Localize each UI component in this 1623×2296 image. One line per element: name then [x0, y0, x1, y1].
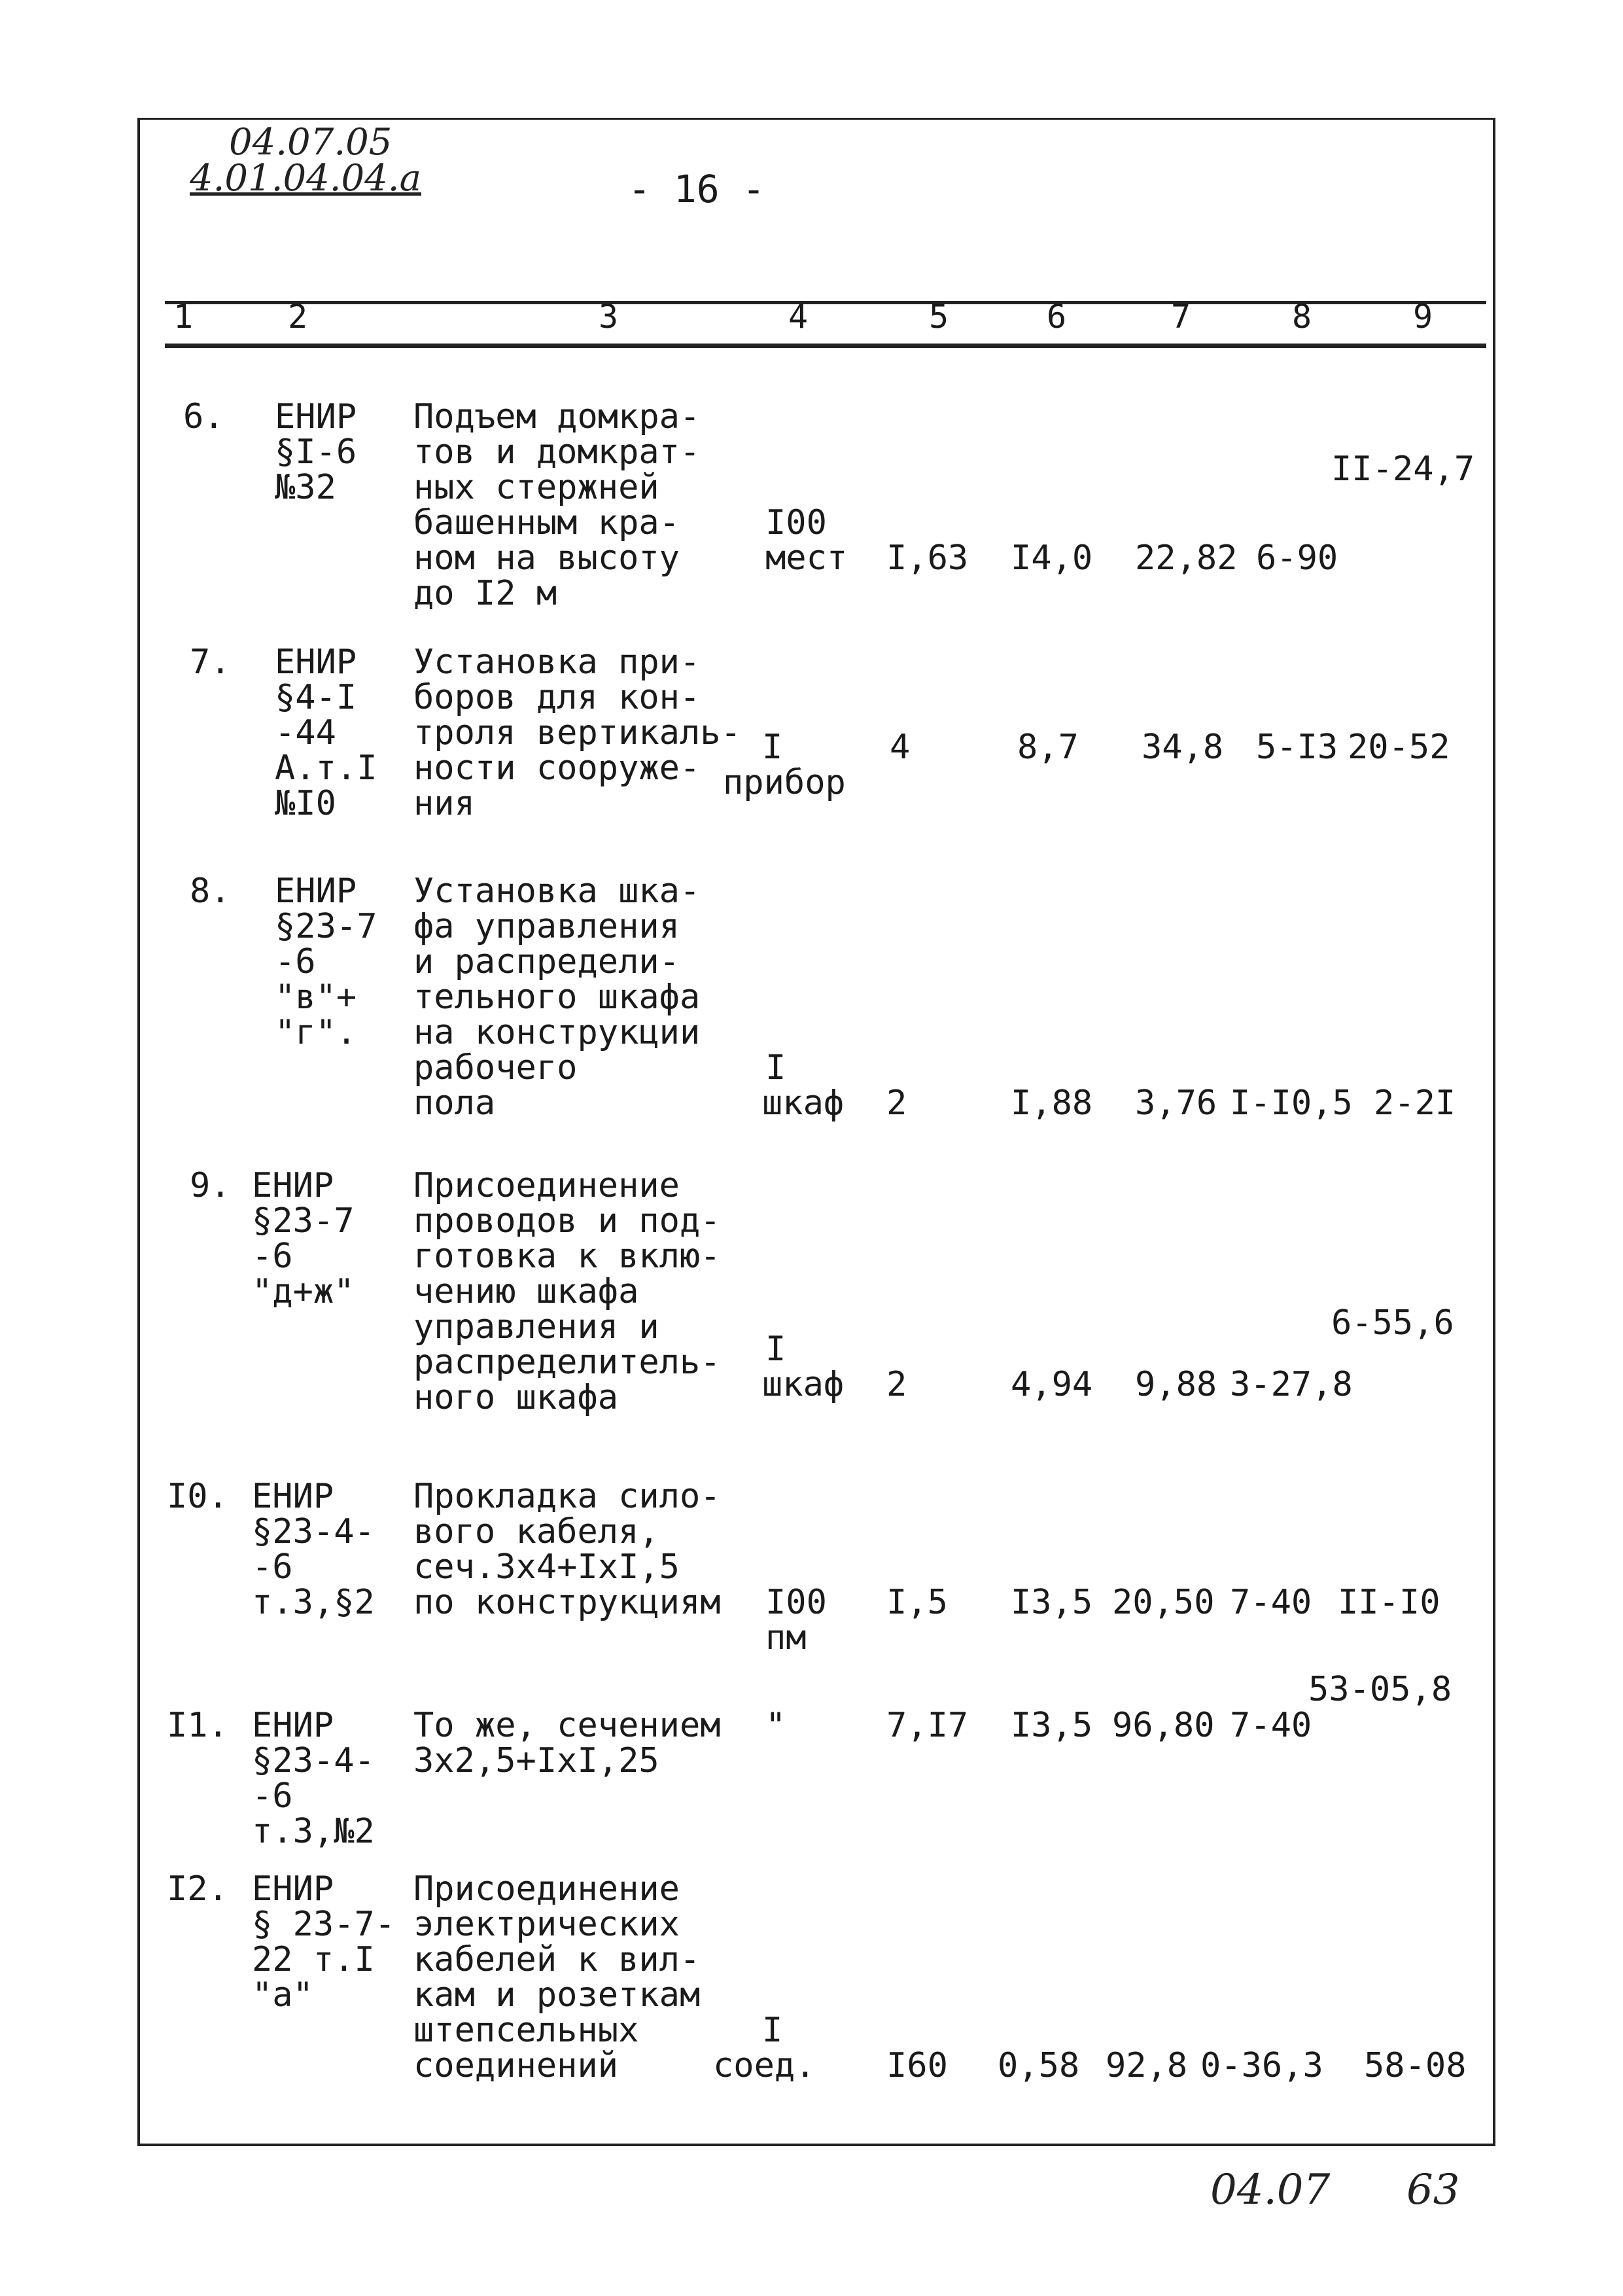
row-11-c9: 53-05,8	[1308, 1670, 1452, 1709]
row-8-desc-4: на конструкции	[413, 1013, 701, 1052]
row-7-unit-1: прибор	[723, 763, 846, 802]
row-6-code-1: §I-6	[275, 433, 357, 472]
row-9-c7: 9,88	[1135, 1365, 1217, 1404]
row-9-unit-1: шкаф	[762, 1365, 845, 1404]
row-7-desc-4: ния	[413, 784, 475, 823]
col-header-6: 6	[1047, 298, 1067, 336]
row-12-desc-3: кам и розеткам	[413, 1975, 701, 2015]
row-8-code-1: §23-7	[275, 907, 377, 946]
row-10-desc-1: вого кабеля,	[413, 1512, 659, 1551]
row-9-code-3: "д+ж"	[252, 1272, 355, 1311]
row-12-desc-1: электрических	[413, 1905, 680, 1944]
row-6-c6: I4,0	[1011, 539, 1093, 578]
row-7-code-3: А.т.I	[275, 749, 377, 788]
row-12-code-1: § 23-7-	[252, 1905, 396, 1944]
row-9-desc-6: ного шкафа	[413, 1378, 619, 1417]
row-10-desc-3: по конструкциям	[413, 1583, 721, 1622]
row-6-c7: 22,82	[1135, 539, 1238, 578]
row-11-num: I1.	[167, 1706, 228, 1745]
row-6-num: 6.	[183, 397, 224, 436]
row-12-unit-0: I	[762, 2011, 783, 2050]
row-10-c6: I3,5	[1011, 1583, 1093, 1622]
row-6-desc-4: ном на высоту	[413, 539, 680, 578]
row-8-c9: 2-2I	[1374, 1084, 1456, 1123]
row-11-desc-0: То же, сечением	[413, 1706, 721, 1745]
row-7-c6: 8,7	[1017, 728, 1079, 767]
row-7-code-0: ЕНИР	[275, 643, 357, 682]
row-6-qty: I,63	[886, 539, 969, 578]
row-10-code-1: §23-4-	[252, 1512, 375, 1551]
row-9-qty: 2	[886, 1365, 907, 1404]
row-11-c7: 96,80	[1112, 1706, 1215, 1745]
row-8-code-0: ЕНИР	[275, 872, 357, 911]
row-6-desc-2: ных стержней	[413, 468, 659, 507]
col-header-4: 4	[788, 298, 809, 336]
col-header-3: 3	[599, 298, 619, 336]
row-8-c8: I-I0,5	[1230, 1084, 1353, 1123]
row-7-code-2: -44	[275, 713, 336, 752]
row-7-desc-2: троля вертикаль-	[413, 713, 741, 752]
row-11-code-1: §23-4-	[252, 1741, 375, 1780]
row-10-desc-2: сеч.3х4+IхI,5	[413, 1547, 680, 1587]
row-8-c7: 3,76	[1135, 1084, 1217, 1123]
row-11-code-2: -6	[252, 1776, 293, 1816]
row-12-num: I2.	[167, 1869, 228, 1909]
col-header-5: 5	[929, 298, 949, 336]
row-8-desc-0: Установка шка-	[413, 872, 701, 911]
header-rule-bottom	[165, 344, 1486, 348]
row-11-c6: I3,5	[1011, 1706, 1093, 1745]
row-6-c8: 6-90	[1256, 539, 1338, 578]
row-7-c8: 5-I3	[1256, 728, 1338, 767]
row-8-code-3: "в"+	[275, 978, 357, 1017]
col-header-9: 9	[1413, 298, 1433, 336]
row-8-desc-5: рабочего	[413, 1048, 578, 1087]
row-11-desc-1: 3х2,5+IхI,25	[413, 1741, 659, 1780]
row-7-desc-0: Установка при-	[413, 643, 701, 682]
row-8-unit-0: I	[765, 1048, 786, 1087]
row-8-desc-6: пола	[413, 1084, 496, 1123]
row-8-desc-1: фа управления	[413, 907, 680, 946]
row-6-unit-1: мест	[765, 539, 848, 578]
row-11-c8: 7-40	[1230, 1706, 1312, 1745]
col-header-1: 1	[173, 298, 194, 336]
row-6-code-2: №32	[275, 468, 336, 507]
row-10-c7: 20,50	[1112, 1583, 1215, 1622]
row-10-c8: 7-40	[1230, 1583, 1312, 1622]
footer-code: 04.07	[1210, 2166, 1331, 2214]
row-8-desc-3: тельного шкафа	[413, 978, 701, 1017]
row-8-code-2: -6	[275, 942, 316, 981]
row-7-desc-3: ности сооруже-	[413, 749, 701, 788]
row-6-desc-1: тов и домкрат-	[413, 433, 701, 472]
row-9-desc-1: проводов и под-	[413, 1201, 721, 1241]
row-6-c9: II-24,7	[1331, 450, 1475, 489]
row-7-code-1: §4-I	[275, 678, 357, 717]
row-10-qty: I,5	[886, 1583, 948, 1622]
row-9-code-0: ЕНИР	[252, 1166, 334, 1205]
row-11-code-0: ЕНИР	[252, 1706, 334, 1745]
row-9-desc-5: распределитель-	[413, 1343, 721, 1382]
row-9-unit-0: I	[765, 1330, 786, 1369]
row-12-desc-5: соединений	[413, 2046, 619, 2085]
header-rule-top	[165, 301, 1486, 304]
row-12-desc-4: штепсельных	[413, 2011, 639, 2050]
row-12-qty: I60	[886, 2046, 948, 2085]
col-header-2: 2	[288, 298, 308, 336]
row-12-desc-0: Присоединение	[413, 1869, 680, 1909]
row-12-c6: 0,58	[998, 2046, 1080, 2085]
row-8-unit-1: шкаф	[762, 1084, 845, 1123]
row-10-unit-0: I00	[765, 1583, 827, 1622]
row-9-num: 9.	[190, 1166, 231, 1205]
row-6-desc-5: до I2 м	[413, 574, 557, 613]
row-9-c9: 6-55,6	[1331, 1303, 1454, 1343]
row-12-c8: 0-36,3	[1200, 2046, 1323, 2085]
row-12-code-3: "а"	[252, 1975, 313, 2015]
row-9-code-1: §23-7	[252, 1201, 355, 1241]
row-6-desc-0: Подъем домкра-	[413, 397, 701, 436]
row-12-c7: 92,8	[1106, 2046, 1188, 2085]
doc-code-1: 04.07.05	[229, 121, 393, 164]
row-10-code-2: -6	[252, 1547, 293, 1587]
row-11-qty: 7,I7	[886, 1706, 969, 1745]
doc-code-2: 4.01.04.04.a	[190, 157, 421, 200]
row-6-unit-0: I00	[765, 503, 827, 542]
row-12-desc-2: кабелей к вил-	[413, 1940, 701, 1979]
row-10-num: I0.	[167, 1477, 228, 1516]
row-6-code-0: ЕНИР	[275, 397, 357, 436]
row-7-qty: 4	[890, 728, 911, 767]
row-8-c6: I,88	[1011, 1084, 1093, 1123]
row-10-code-0: ЕНИР	[252, 1477, 334, 1516]
row-9-desc-4: управления и	[413, 1307, 659, 1347]
row-9-desc-0: Присоединение	[413, 1166, 680, 1205]
row-7-unit-0: I	[762, 728, 783, 767]
row-7-c7: 34,8	[1142, 728, 1224, 767]
row-10-unit-1: пм	[765, 1618, 807, 1657]
row-7-desc-1: боров для кон-	[413, 678, 701, 717]
col-header-7: 7	[1171, 298, 1191, 336]
row-8-code-4: "г".	[275, 1013, 357, 1052]
row-10-desc-0: Прокладка сило-	[413, 1477, 721, 1516]
row-9-desc-3: чению шкафа	[413, 1272, 639, 1311]
row-7-num: 7.	[190, 643, 231, 682]
row-10-code-3: т.3,§2	[252, 1583, 375, 1622]
row-9-c6: 4,94	[1011, 1365, 1093, 1404]
row-12-unit-1: соед.	[713, 2046, 816, 2085]
row-8-num: 8.	[190, 872, 231, 911]
row-9-c8: 3-27,8	[1230, 1365, 1353, 1404]
row-11-unit-0: "	[765, 1706, 786, 1745]
row-12-code-2: 22 т.I	[252, 1940, 375, 1979]
row-8-qty: 2	[886, 1084, 907, 1123]
row-9-desc-2: готовка к вклю-	[413, 1237, 721, 1276]
row-9-code-2: -6	[252, 1237, 293, 1276]
row-10-c9: II-I0	[1338, 1583, 1440, 1622]
row-7-c9: 20-52	[1348, 728, 1450, 767]
row-11-code-3: т.3,№2	[252, 1812, 375, 1851]
row-8-desc-2: и распредели-	[413, 942, 680, 981]
row-7-code-4: №I0	[275, 784, 336, 823]
row-12-c9: 58-08	[1364, 2046, 1467, 2085]
page-number: - 16 -	[628, 167, 765, 211]
row-6-desc-3: башенным кра-	[413, 503, 680, 542]
row-12-code-0: ЕНИР	[252, 1869, 334, 1909]
footer-page: 63	[1406, 2166, 1460, 2214]
col-header-8: 8	[1292, 298, 1312, 336]
